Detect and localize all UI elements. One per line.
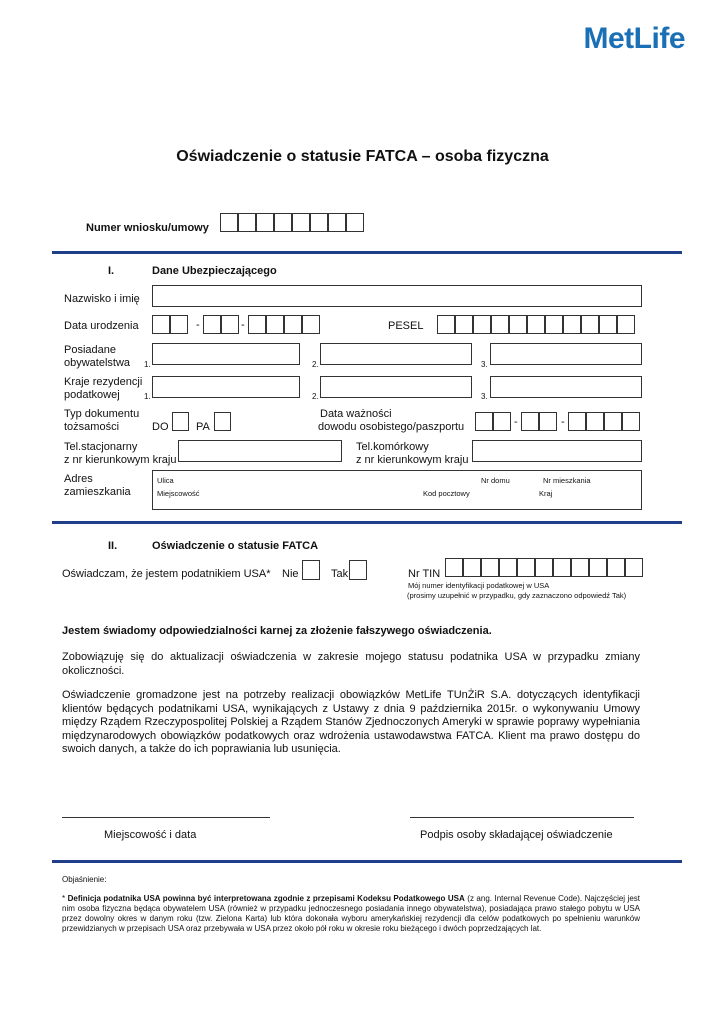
phone-input[interactable]	[178, 440, 342, 462]
section2-heading: Oświadczenie o statusie FATCA	[152, 540, 319, 552]
number-1: 1.	[144, 392, 151, 401]
address-box[interactable]	[152, 470, 642, 510]
tin-cells[interactable]	[445, 558, 643, 577]
mobile-label-line1: Tel.komórkowy	[356, 441, 429, 453]
tax-residence-2-input[interactable]	[320, 376, 472, 398]
section1-number: I.	[108, 265, 115, 277]
place-date-line[interactable]	[62, 817, 270, 818]
surname-label: Nazwisko i imię	[64, 293, 140, 305]
doc-valid-label-line2: dowodu osobistego/paszportu	[318, 421, 465, 433]
data-processing-statement: Oświadczenie gromadzone jest na potrzeby realizacji obowiązków MetLife TUnŻiR S.A. dotyczących identyfikacji klientów będących podatnikami USA, wynikających z Ustawy z dnia 9 października 2015r. o wykonywaniu Umowy między Rządem Rzeczypospolitej Polskiej a Rządem Stanów Zjednoczonych Ameryki w sprawie poprawy wypełniania międzynarodowych obowiązków podatkowych oraz wdrożenia ustawodawstwa FATCA. Klient ma prawo dostępu do swoich danych, a także do ich poprawiania lub usunięcia.	[62, 689, 640, 755]
mobile-label	[356, 441, 468, 467]
section1-heading: Dane Ubezpieczającego	[152, 265, 277, 277]
birth-month-cells[interactable]	[203, 315, 239, 334]
doc-type-label-line1: Typ dokumentu	[64, 408, 140, 420]
pesel-cells[interactable]	[437, 315, 635, 334]
doc-type-pa-label: PA	[196, 421, 210, 433]
metlife-logo: MetLife	[583, 22, 685, 55]
citizenship-2-input[interactable]	[320, 343, 472, 365]
footnote-text	[62, 894, 640, 934]
doc-valid-label	[320, 408, 464, 434]
section2-number: II.	[108, 540, 118, 552]
signature-line[interactable]	[410, 817, 634, 818]
tin-note-2: (prosimy uzupełnić w przypadku, gdy zaznaczono odpowiedź Tak)	[407, 591, 627, 600]
criminal-liability-statement: Jestem świadomy odpowiedzialności karnej za złożenie fałszywego oświadczenia.	[62, 625, 492, 637]
application-number-cells[interactable]	[220, 213, 364, 232]
footnote-bold: Definicja podatnika USA powinna być interpretowana zgodnie z przepisami Kodeksu Podatkowego USA	[67, 894, 465, 903]
us-taxpayer-declaration-label: Oświadczam, że jestem podatnikiem USA*	[62, 568, 271, 580]
no-label: Nie	[282, 568, 299, 580]
number-3: 3.	[481, 392, 488, 401]
city-field-label: Miejscowość	[157, 489, 200, 498]
address-label	[64, 473, 131, 499]
dash: -	[561, 416, 565, 428]
phone-label	[64, 441, 176, 467]
tin-note-1: Mój numer identyfikacji podatkowej w USA	[408, 581, 550, 590]
application-number-label: Numer wniosku/umowy	[86, 222, 209, 234]
address-label-line1: Adres	[64, 473, 93, 485]
dash: -	[241, 319, 245, 331]
tax-residence-label-line2: podatkowej	[64, 389, 120, 401]
doc-type-do-label: DO	[152, 421, 169, 433]
mobile-label-line2: z nr kierunkowym kraju	[356, 454, 469, 466]
footnote-star: *	[62, 894, 68, 903]
phone-label-line1: Tel.stacjonarny	[64, 441, 138, 453]
section-divider	[52, 251, 682, 254]
phone-label-line2: z nr kierunkowym kraju	[64, 454, 177, 466]
doc-valid-month-cells[interactable]	[521, 412, 557, 431]
number-2: 2.	[312, 392, 319, 401]
street-field-label: Ulica	[157, 476, 174, 485]
footnote-rest: (z ang. Internal Revenue Code). Najczęściej jest nim osoba fizyczna będąca obywatelem USA (również w przypadku jednoczesnego posiadania innego obywatelstwa), posiadająca prawo stałego pobytu w USA przez dowolny okres w danym roku (tzw. Zielona Karta) lub która dokonała wyboru amerykańskiej rezydencji dla celów podatkowych po spełnieniu warunków przewidzianych w przepisach USA oraz przebywała w USA przez około pół roku w okresie roku bieżącego i dwóch poprzedzających lat.	[62, 894, 640, 933]
doc-valid-label-line1: Data ważności	[320, 408, 392, 420]
update-statement: Zobowiązuję się do aktualizacji oświadczenia w zakresie mojego statusu podatnika USA w przypadku zmiany okoliczności.	[62, 651, 640, 677]
number-3: 3.	[481, 360, 488, 369]
tax-residence-label-line1: Kraje rezydencji	[64, 376, 143, 388]
doc-valid-day-cells[interactable]	[475, 412, 511, 431]
doc-type-pa-checkbox[interactable]	[214, 412, 231, 431]
dash: -	[196, 319, 200, 331]
yes-checkbox[interactable]	[349, 560, 367, 580]
doc-type-label	[64, 408, 139, 434]
citizenship-label-line2: obywatelstwa	[64, 357, 131, 369]
footer-divider	[52, 860, 682, 863]
no-checkbox[interactable]	[302, 560, 320, 580]
page-title: Oświadczenie o statusie FATCA – osoba fizyczna	[176, 148, 549, 165]
birth-year-cells[interactable]	[248, 315, 320, 334]
citizenship-label	[64, 344, 130, 370]
section-divider	[52, 521, 682, 524]
citizenship-label-line1: Posiadane	[64, 344, 116, 356]
tax-residence-3-input[interactable]	[490, 376, 642, 398]
number-2: 2.	[312, 360, 319, 369]
citizenship-3-input[interactable]	[490, 343, 642, 365]
country-field-label: Kraj	[539, 489, 553, 498]
doc-type-label-line2: tożsamości	[64, 421, 120, 433]
doc-valid-year-cells[interactable]	[568, 412, 640, 431]
footnote-title: Objaśnienie:	[62, 875, 107, 884]
birth-date-label: Data urodzenia	[64, 320, 139, 332]
pesel-label: PESEL	[388, 320, 424, 332]
number-1: 1.	[144, 360, 151, 369]
house-no-field-label: Nr domu	[481, 476, 510, 485]
tax-residence-label	[64, 376, 142, 402]
address-label-line2: zamieszkania	[64, 486, 131, 498]
tin-label: Nr TIN	[408, 568, 441, 580]
doc-type-do-checkbox[interactable]	[172, 412, 189, 431]
tax-residence-1-input[interactable]	[152, 376, 300, 398]
signature-label: Podpis osoby składającej oświadczenie	[420, 829, 613, 841]
citizenship-1-input[interactable]	[152, 343, 300, 365]
mobile-input[interactable]	[472, 440, 642, 462]
flat-no-field-label: Nr mieszkania	[543, 476, 591, 485]
yes-label: Tak	[331, 568, 349, 580]
dash: -	[514, 416, 518, 428]
birth-day-cells[interactable]	[152, 315, 188, 334]
surname-input[interactable]	[152, 285, 642, 307]
postcode-field-label: Kod pocztowy	[423, 489, 470, 498]
place-date-label: Miejscowość i data	[104, 829, 197, 841]
